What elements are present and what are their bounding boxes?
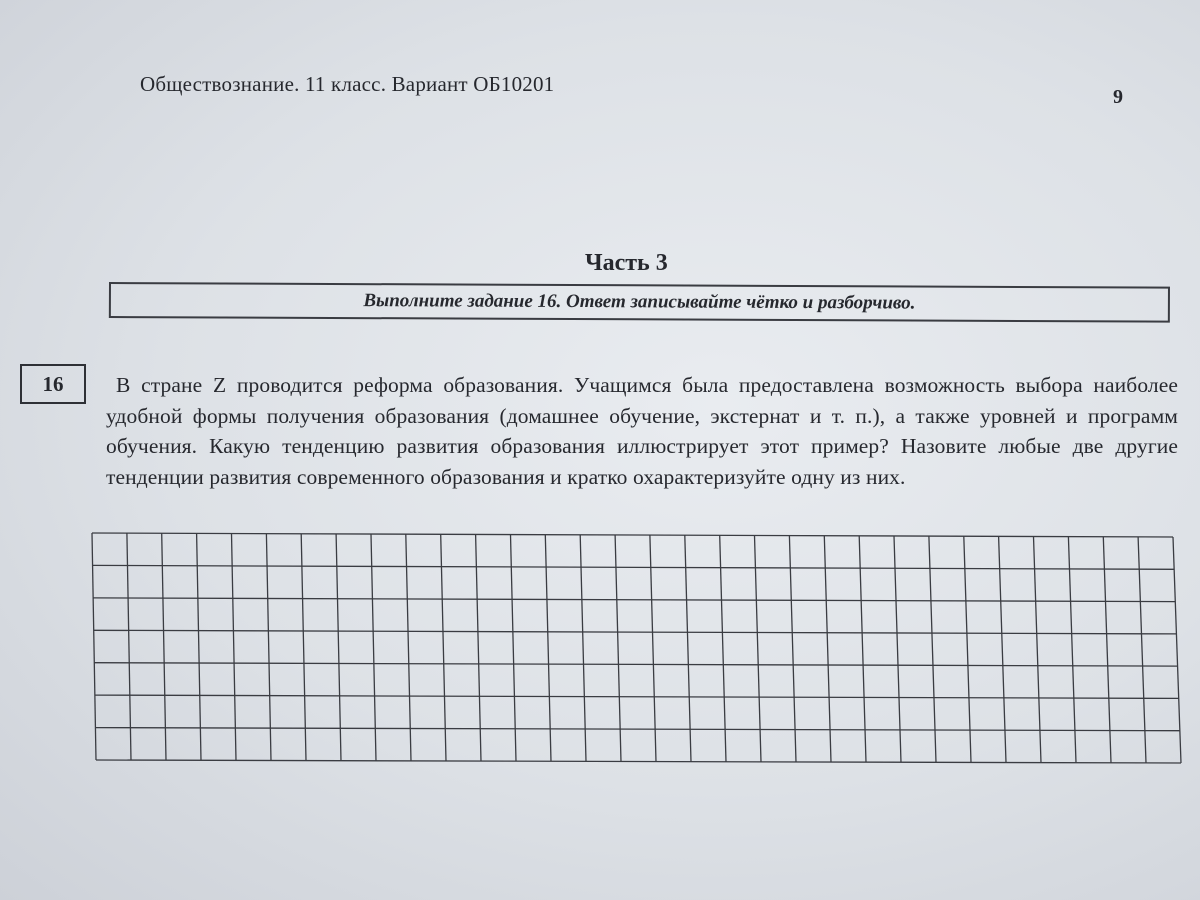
grid-vertical-line [1173, 537, 1181, 763]
grid-vertical-line [720, 535, 726, 761]
grid-horizontal-line [95, 728, 1180, 731]
grid-vertical-line [999, 536, 1006, 762]
grid-vertical-line [127, 533, 131, 760]
page-number: 9 [1113, 86, 1123, 108]
grid-vertical-line [615, 535, 621, 762]
task-question-text: В стране Z проводится реформа образования. Учащимся была предоставлена возможность выбора наиболее удобной формы получения образования (домашнее обучение, экстернат и т. п.), а также уровней и программ обучения. Какую тенденцию развития образования иллюстрирует этот пример? Назовите любые две другие тенденции развития современного образования и кратко охарактеризуйте одну из них. [106, 373, 1178, 489]
grid-vertical-line [406, 534, 411, 761]
grid-horizontal-line [93, 598, 1175, 602]
task-number: 16 [42, 372, 64, 396]
instruction-box [109, 282, 1170, 323]
grid-vertical-line [476, 534, 481, 761]
grid-vertical-line [789, 536, 796, 762]
grid-vertical-line [1103, 537, 1111, 763]
grid-vertical-line [371, 534, 376, 761]
grid-horizontal-line [94, 663, 1177, 666]
grid-vertical-line [232, 534, 237, 761]
grid-vertical-line [336, 534, 341, 761]
grid-vertical-line [545, 535, 551, 762]
grid-vertical-line [1138, 537, 1146, 763]
grid-vertical-line [685, 535, 691, 761]
grid-vertical-line [964, 536, 971, 762]
grid-vertical-line [580, 535, 586, 762]
grid-vertical-line [859, 536, 866, 762]
grid-vertical-line [266, 534, 271, 761]
page-header-subject: Обществознание. 11 класс. Вариант ОБ10201 [140, 72, 555, 96]
instruction-text: Выполните задание 16. Ответ записывайте чётко и разборчиво. [363, 290, 916, 314]
grid-vertical-line [650, 535, 656, 761]
grid-vertical-line [301, 534, 306, 761]
grid-vertical-line [929, 536, 936, 762]
grid-vertical-line [1034, 537, 1042, 763]
grid-vertical-line [441, 534, 446, 761]
grid-vertical-line [894, 536, 901, 762]
grid-vertical-line [511, 535, 517, 762]
grid-vertical-line [1068, 537, 1076, 763]
part-title: Часть 3 [585, 250, 668, 276]
task-number-box [20, 364, 86, 404]
grid-horizontal-line [95, 695, 1179, 698]
grid-vertical-line [197, 533, 201, 760]
grid-vertical-line [162, 533, 166, 760]
grid-horizontal-line [96, 760, 1181, 763]
grid-vertical-line [92, 533, 96, 760]
grid-horizontal-line [92, 533, 1173, 537]
grid-vertical-line [755, 536, 762, 762]
grid-horizontal-line [94, 630, 1177, 634]
grid-vertical-line [824, 536, 831, 762]
grid-horizontal-line [93, 565, 1175, 569]
